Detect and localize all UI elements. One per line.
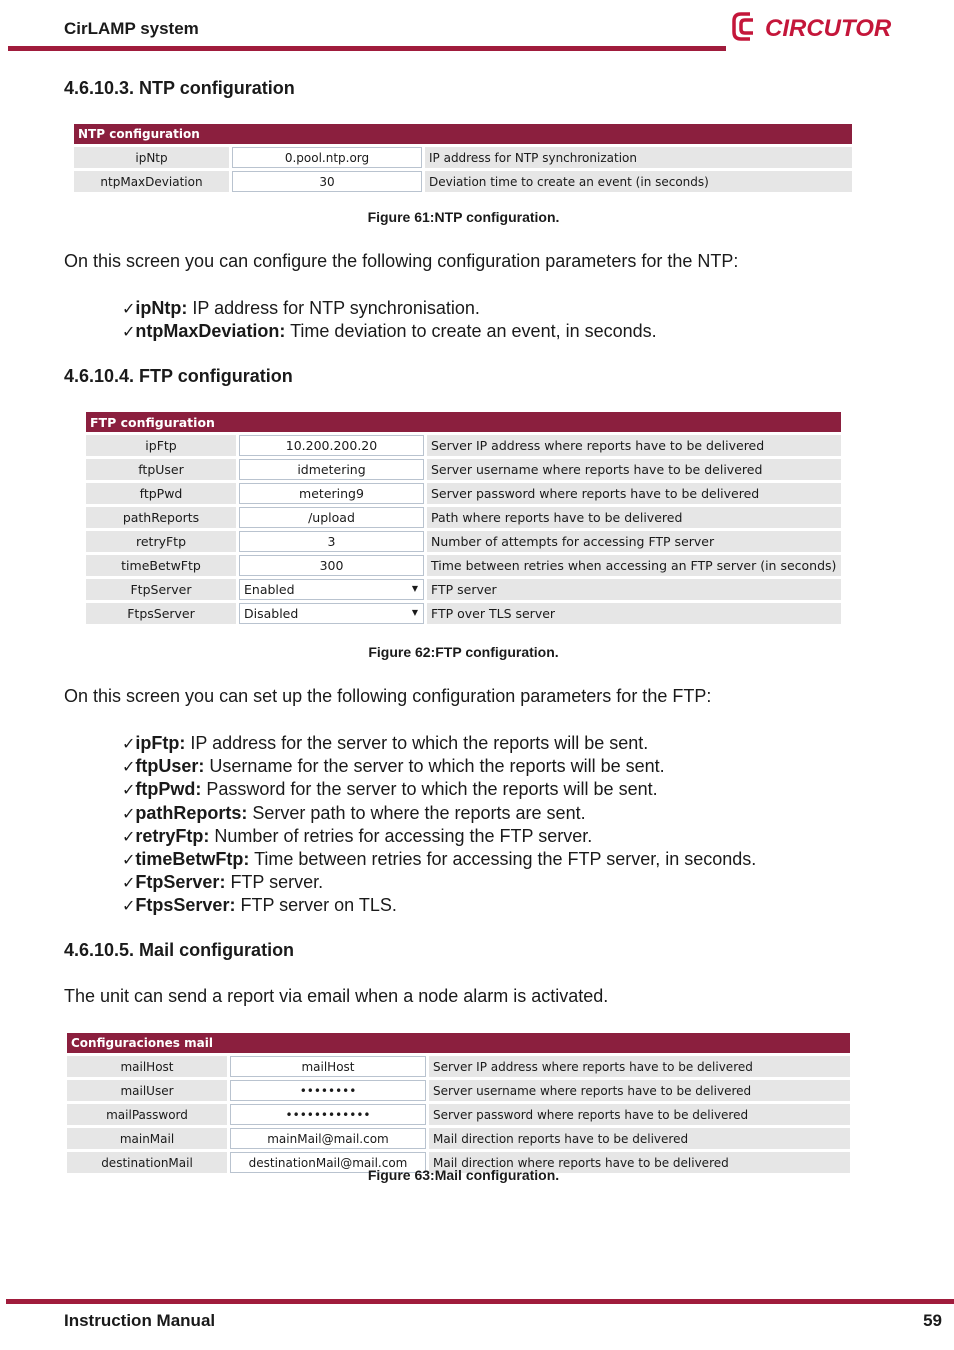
param-desc: Mail direction reports have to be delivered xyxy=(429,1128,850,1149)
figure-caption: Figure 61:NTP configuration. xyxy=(367,209,560,225)
param-name: mailUser xyxy=(67,1080,227,1101)
table-title: FTP configuration xyxy=(86,412,841,432)
param-desc: Server username where reports have to be delivered xyxy=(429,1080,850,1101)
list-item: ✓pathReports: Server path to where the reports are sent. xyxy=(122,802,586,823)
ftp-config-table xyxy=(83,409,844,627)
list-item: ✓FtpServer: FTP server. xyxy=(122,872,324,893)
table-row xyxy=(67,1104,850,1125)
check-icon: ✓ xyxy=(122,299,136,318)
list-item: ✓ipFtp: IP address for the server to which the reports will be sent. xyxy=(122,733,649,753)
param-desc: Server username where reports have to be delivered xyxy=(427,459,841,480)
param-desc: Time between retries when accessing an FTP server (in seconds) xyxy=(427,555,841,576)
check-icon: ✓ xyxy=(122,896,136,916)
dropdown-arrow-icon: ▼ xyxy=(411,608,418,617)
param-desc: IP address for NTP synchronization xyxy=(425,147,852,168)
list-item: ✓FtpsServer: FTP server on TLS. xyxy=(122,895,397,916)
list-item: ✓ftpPwd: Password for the server to which the reports will be sent. xyxy=(122,779,658,800)
param-desc: Deviation time to create an event (in seconds) xyxy=(425,171,852,192)
select-value: Enabled xyxy=(244,582,295,597)
param-input[interactable]: destinationMail@mail.com xyxy=(230,1152,426,1173)
param-name: destinationMail xyxy=(67,1152,227,1173)
param-name: timeBetwFtp xyxy=(86,555,236,576)
circutor-logo xyxy=(730,8,910,48)
figure-caption: Figure 62:FTP configuration. xyxy=(368,644,559,660)
table-title: Configuraciones mail xyxy=(67,1033,850,1053)
param-name: mailPassword xyxy=(67,1104,227,1125)
param-name: mainMail xyxy=(67,1128,227,1149)
param-select[interactable] xyxy=(239,603,424,624)
bullet-list-ntp xyxy=(122,297,657,343)
check-icon: ✓ xyxy=(122,734,136,753)
param-input[interactable]: 300 xyxy=(239,555,424,576)
table-row xyxy=(86,459,841,480)
param-input[interactable]: 30 xyxy=(232,171,422,192)
param-name: ipNtp xyxy=(74,147,229,168)
param-name: ftpPwd xyxy=(86,483,236,504)
param-name: ipFtp xyxy=(86,435,236,456)
param-input[interactable]: 0.pool.ntp.org xyxy=(232,147,422,168)
param-input[interactable]: 10.200.200.20 xyxy=(239,435,424,456)
section-heading-ntp: 4.6.10.3. NTP configuration xyxy=(64,78,295,98)
header-rule xyxy=(8,46,726,51)
list-item: ✓retryFtp: Number of retries for accessing the FTP server. xyxy=(122,825,593,846)
table-row xyxy=(74,147,852,168)
table-row xyxy=(67,1056,850,1077)
bullet-list-ftp xyxy=(122,732,756,918)
param-name: FtpsServer xyxy=(86,603,236,624)
header-title: CirLAMP system xyxy=(64,19,199,38)
table-row xyxy=(86,483,841,504)
list-item: ✓ntpMaxDeviation: Time deviation to create an event, in seconds. xyxy=(122,321,657,342)
logo-text: CIRCUTOR xyxy=(765,15,892,42)
param-name: ftpUser xyxy=(86,459,236,480)
table-row xyxy=(67,1080,850,1101)
param-input[interactable]: mainMail@mail.com xyxy=(230,1128,426,1149)
param-input[interactable]: •••••••••••• xyxy=(230,1104,426,1125)
select-value: Disabled xyxy=(244,606,299,621)
param-name: FtpServer xyxy=(86,579,236,600)
table-row xyxy=(74,171,852,192)
param-desc: Number of attempts for accessing FTP server xyxy=(427,531,841,552)
table-title: NTP configuration xyxy=(74,124,852,144)
page-number: 59 xyxy=(923,1311,942,1330)
figure-caption: Figure 63:Mail configuration. xyxy=(367,1167,560,1183)
param-desc: Path where reports have to be delivered xyxy=(427,507,841,528)
table-row xyxy=(67,1128,850,1149)
param-name: pathReports xyxy=(86,507,236,528)
section-heading-ftp: 4.6.10.4. FTP configuration xyxy=(64,366,293,386)
param-input[interactable]: •••••••• xyxy=(230,1080,426,1101)
check-icon: ✓ xyxy=(122,780,136,800)
table-row xyxy=(86,579,841,600)
check-icon: ✓ xyxy=(122,757,136,777)
check-icon: ✓ xyxy=(122,826,136,846)
ntp-config-table xyxy=(71,121,855,195)
param-input[interactable]: mailHost xyxy=(230,1056,426,1077)
param-name: ntpMaxDeviation xyxy=(74,171,229,192)
paragraph: The unit can send a report via email when a node alarm is activated. xyxy=(64,986,609,1006)
paragraph: On this screen you can set up the following configuration parameters for the FTP: xyxy=(64,686,712,706)
param-desc: Server IP address where reports have to be delivered xyxy=(427,435,841,456)
logo-icon xyxy=(734,14,753,39)
param-desc: Mail direction where reports have to be delivered xyxy=(429,1152,850,1173)
param-select[interactable] xyxy=(239,579,424,600)
check-icon: ✓ xyxy=(122,850,136,870)
dropdown-arrow-icon: ▼ xyxy=(411,584,418,593)
param-name: retryFtp xyxy=(86,531,236,552)
list-item: ✓ipNtp: IP address for NTP synchronisation. xyxy=(122,298,480,318)
table-row xyxy=(86,531,841,552)
param-desc: Server password where reports have to be delivered xyxy=(429,1104,850,1125)
list-item: ✓timeBetwFtp: Time between retries for accessing the FTP server, in seconds. xyxy=(122,849,757,870)
table-row xyxy=(86,555,841,576)
paragraph: On this screen you can configure the following configuration parameters for the NTP: xyxy=(64,251,739,271)
param-desc: Server IP address where reports have to be delivered xyxy=(429,1056,850,1077)
param-input[interactable]: metering9 xyxy=(239,483,424,504)
param-name: mailHost xyxy=(67,1056,227,1077)
table-row xyxy=(86,603,841,624)
check-icon: ✓ xyxy=(122,322,136,342)
footer-rule xyxy=(6,1299,954,1304)
param-desc: FTP server xyxy=(427,579,841,600)
table-row xyxy=(86,507,841,528)
footer-title: Instruction Manual xyxy=(64,1311,216,1330)
param-desc: Server password where reports have to be delivered xyxy=(427,483,841,504)
param-input[interactable]: /upload xyxy=(239,507,424,528)
list-item: ✓ftpUser: Username for the server to which the reports will be sent. xyxy=(122,756,665,777)
table-row xyxy=(86,435,841,456)
param-input[interactable]: idmetering xyxy=(239,459,424,480)
section-heading-mail: 4.6.10.5. Mail configuration xyxy=(64,940,295,960)
check-icon: ✓ xyxy=(122,803,136,823)
mail-config-table xyxy=(64,1030,853,1176)
check-icon: ✓ xyxy=(122,873,136,893)
param-desc: FTP over TLS server xyxy=(427,603,841,624)
param-input[interactable]: 3 xyxy=(239,531,424,552)
